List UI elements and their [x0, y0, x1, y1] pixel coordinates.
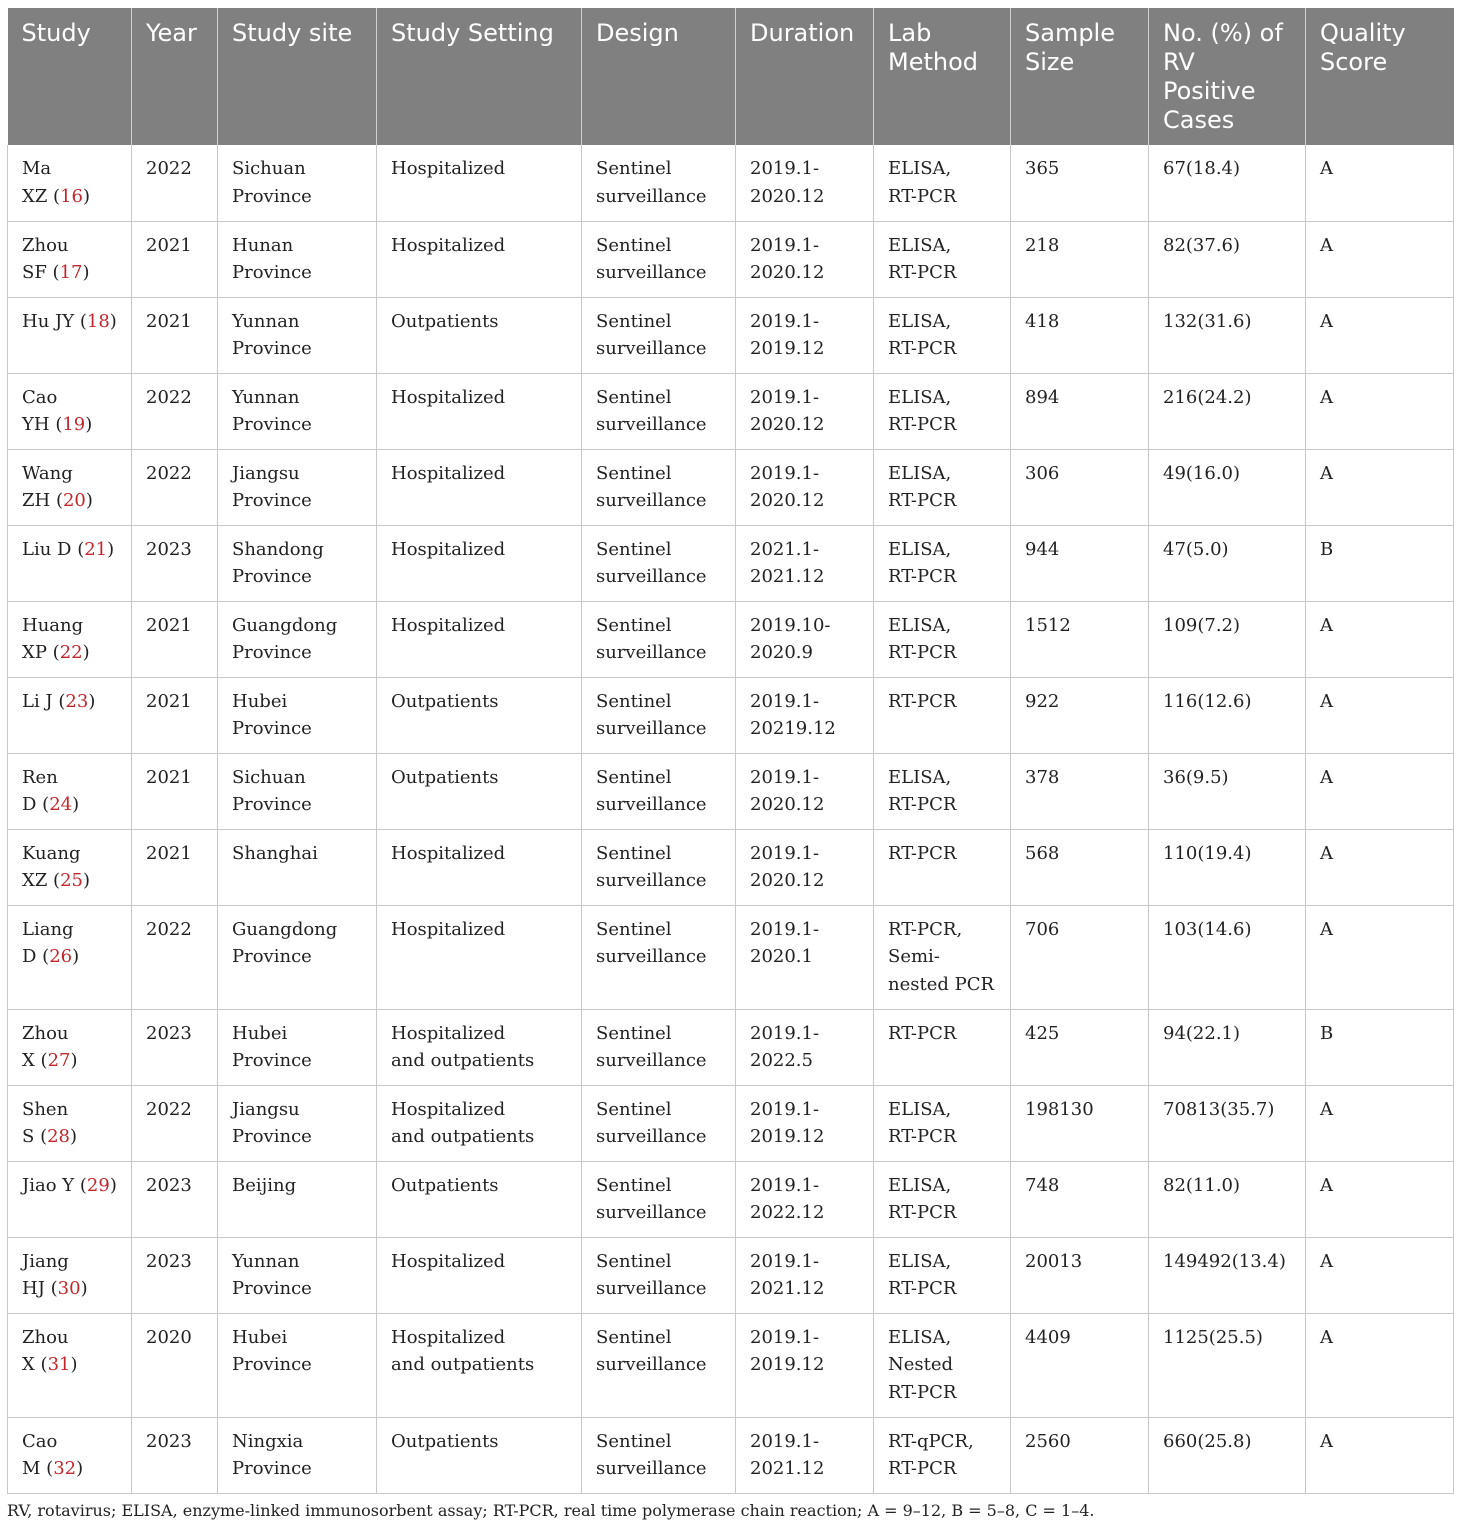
lab-method-cell: RT-qPCR, RT-PCR: [874, 1417, 1011, 1493]
sample-size-cell: 1512: [1011, 601, 1149, 677]
sample-size-cell: 568: [1011, 829, 1149, 905]
study-setting-cell: Outpatients: [377, 677, 582, 753]
positive-cases-cell: 132(31.6): [1149, 297, 1306, 373]
header-study: Study: [8, 8, 132, 145]
year-cell: 2021: [132, 297, 218, 373]
table-row: [8, 297, 1454, 373]
positive-cases-cell: 82(37.6): [1149, 221, 1306, 297]
study-cell: Shen S (28): [8, 1085, 132, 1161]
year-cell: 2021: [132, 221, 218, 297]
header-design: Design: [582, 8, 736, 145]
study-author: Zhou SF: [22, 234, 69, 283]
reference-link[interactable]: 30: [57, 1278, 81, 1299]
design-cell: Sentinel surveillance: [582, 829, 736, 905]
study-cell: Cao YH (19): [8, 373, 132, 449]
positive-cases-cell: 110(19.4): [1149, 829, 1306, 905]
study-site-cell: Yunnan Province: [218, 297, 377, 373]
reference-link[interactable]: 24: [49, 794, 73, 815]
positive-cases-cell: 103(14.6): [1149, 905, 1306, 1009]
year-cell: 2022: [132, 145, 218, 221]
table-row: [8, 677, 1454, 753]
study-author: Kuang XZ: [22, 842, 81, 891]
positive-cases-cell: 82(11.0): [1149, 1161, 1306, 1237]
study-cell: Li J (23): [8, 677, 132, 753]
study-author: Liang D: [22, 918, 74, 967]
year-cell: 2021: [132, 677, 218, 753]
lab-method-cell: ELISA, RT-PCR: [874, 601, 1011, 677]
reference-link[interactable]: 19: [62, 414, 86, 435]
sample-size-cell: 418: [1011, 297, 1149, 373]
reference-link[interactable]: 28: [47, 1126, 70, 1147]
study-site-cell: Beijing: [218, 1161, 377, 1237]
quality-score-cell: B: [1306, 525, 1454, 601]
study-author: Cao M: [22, 1430, 58, 1479]
duration-cell: 2019.1- 2020.12: [736, 221, 874, 297]
study-site-cell: Sichuan Province: [218, 145, 377, 221]
study-cell: Huang XP (22): [8, 601, 132, 677]
study-site-cell: Yunnan Province: [218, 1237, 377, 1313]
lab-method-cell: ELISA, RT-PCR: [874, 525, 1011, 601]
study-setting-cell: Hospitalized: [377, 905, 582, 1009]
quality-score-cell: A: [1306, 449, 1454, 525]
lab-method-cell: ELISA, RT-PCR: [874, 297, 1011, 373]
header-positive-cases: No. (%) of RV Positive Cases: [1149, 8, 1306, 145]
reference-link[interactable]: 31: [47, 1354, 71, 1375]
reference-link[interactable]: 26: [49, 946, 73, 967]
table-row: [8, 525, 1454, 601]
reference-link[interactable]: 18: [86, 310, 110, 332]
year-cell: 2023: [132, 525, 218, 601]
duration-cell: 2019.1- 2022.5: [736, 1009, 874, 1085]
study-setting-cell: Hospitalized and outpatients: [377, 1313, 582, 1417]
quality-score-cell: A: [1306, 1313, 1454, 1417]
study-cell: Jiang HJ (30): [8, 1237, 132, 1313]
header-study-site: Study site: [218, 8, 377, 145]
design-cell: Sentinel surveillance: [582, 1313, 736, 1417]
study-cell: Zhou SF (17): [8, 221, 132, 297]
sample-size-cell: 748: [1011, 1161, 1149, 1237]
positive-cases-cell: 116(12.6): [1149, 677, 1306, 753]
study-site-cell: Sichuan Province: [218, 753, 377, 829]
study-author: Liu D: [22, 538, 72, 560]
sample-size-cell: 706: [1011, 905, 1149, 1009]
lab-method-cell: RT-PCR, Semi- nested PCR: [874, 905, 1011, 1009]
study-author: Wang ZH: [22, 462, 73, 511]
design-cell: Sentinel surveillance: [582, 145, 736, 221]
reference-link[interactable]: 25: [60, 870, 83, 891]
duration-cell: 2019.1- 2020.12: [736, 753, 874, 829]
positive-cases-cell: 109(7.2): [1149, 601, 1306, 677]
study-author: Li J: [22, 690, 53, 712]
lab-method-cell: ELISA, RT-PCR: [874, 145, 1011, 221]
study-cell: Liu D (21): [8, 525, 132, 601]
header-lab-method: Lab Method: [874, 8, 1011, 145]
positive-cases-cell: 1125(25.5): [1149, 1313, 1306, 1417]
year-cell: 2021: [132, 753, 218, 829]
table-row: [8, 1161, 1454, 1237]
duration-cell: 2021.1- 2021.12: [736, 525, 874, 601]
study-author: Shen S: [22, 1098, 69, 1147]
year-cell: 2023: [132, 1417, 218, 1493]
duration-cell: 2019.1- 2022.12: [736, 1161, 874, 1237]
year-cell: 2022: [132, 905, 218, 1009]
study-setting-cell: Outpatients: [377, 297, 582, 373]
quality-score-cell: A: [1306, 1417, 1454, 1493]
table-row: [8, 449, 1454, 525]
reference-link[interactable]: 23: [65, 690, 89, 712]
year-cell: 2022: [132, 373, 218, 449]
positive-cases-cell: 67(18.4): [1149, 145, 1306, 221]
study-author: Jiao Y: [22, 1174, 75, 1196]
study-setting-cell: Hospitalized: [377, 449, 582, 525]
design-cell: Sentinel surveillance: [582, 1237, 736, 1313]
quality-score-cell: A: [1306, 1161, 1454, 1237]
table-container: [7, 8, 1453, 1494]
lab-method-cell: RT-PCR: [874, 1009, 1011, 1085]
duration-cell: 2019.1- 2020.1: [736, 905, 874, 1009]
study-cell: Zhou X (27): [8, 1009, 132, 1085]
study-cell: Zhou X (31): [8, 1313, 132, 1417]
study-site-cell: Guangdong Province: [218, 601, 377, 677]
study-setting-cell: Hospitalized: [377, 221, 582, 297]
duration-cell: 2019.1- 2020.12: [736, 449, 874, 525]
table-row: [8, 829, 1454, 905]
sample-size-cell: 20013: [1011, 1237, 1149, 1313]
positive-cases-cell: 70813(35.7): [1149, 1085, 1306, 1161]
quality-score-cell: A: [1306, 1237, 1454, 1313]
design-cell: Sentinel surveillance: [582, 601, 736, 677]
study-setting-cell: Hospitalized: [377, 601, 582, 677]
positive-cases-cell: 94(22.1): [1149, 1009, 1306, 1085]
sample-size-cell: 425: [1011, 1009, 1149, 1085]
table-row: [8, 1009, 1454, 1085]
quality-score-cell: A: [1306, 145, 1454, 221]
table-body: [8, 145, 1454, 1493]
duration-cell: 2019.1- 2019.12: [736, 297, 874, 373]
study-site-cell: Shandong Province: [218, 525, 377, 601]
table-row: [8, 905, 1454, 1009]
study-setting-cell: Outpatients: [377, 1161, 582, 1237]
design-cell: Sentinel surveillance: [582, 753, 736, 829]
design-cell: Sentinel surveillance: [582, 449, 736, 525]
table-row: [8, 601, 1454, 677]
quality-score-cell: A: [1306, 677, 1454, 753]
design-cell: Sentinel surveillance: [582, 1417, 736, 1493]
study-author: Jiang HJ: [22, 1250, 69, 1299]
positive-cases-cell: 149492(13.4): [1149, 1237, 1306, 1313]
study-cell: Ren D (24): [8, 753, 132, 829]
study-author: Huang XP: [22, 614, 84, 663]
study-setting-cell: Outpatients: [377, 1417, 582, 1493]
study-site-cell: Guangdong Province: [218, 905, 377, 1009]
year-cell: 2021: [132, 829, 218, 905]
quality-score-cell: A: [1306, 1085, 1454, 1161]
duration-cell: 2019.1- 2020.12: [736, 373, 874, 449]
duration-cell: 2019.1- 2019.12: [736, 1085, 874, 1161]
study-author: Ren D: [22, 766, 58, 815]
study-cell: Cao M (32): [8, 1417, 132, 1493]
year-cell: 2023: [132, 1161, 218, 1237]
reference-link[interactable]: 17: [59, 262, 83, 283]
year-cell: 2022: [132, 449, 218, 525]
reference-link[interactable]: 32: [53, 1458, 77, 1479]
table-row: [8, 753, 1454, 829]
lab-method-cell: ELISA, RT-PCR: [874, 221, 1011, 297]
study-cell: Ma XZ (16): [8, 145, 132, 221]
header-sample-size: Sample Size: [1011, 8, 1149, 145]
table-row: [8, 1417, 1454, 1493]
study-site-cell: Hubei Province: [218, 1009, 377, 1085]
reference-link[interactable]: 29: [86, 1174, 110, 1196]
study-cell: Liang D (26): [8, 905, 132, 1009]
study-setting-cell: Hospitalized: [377, 829, 582, 905]
header-study-setting: Study Setting: [377, 8, 582, 145]
study-author: Zhou X: [22, 1022, 69, 1071]
year-cell: 2023: [132, 1009, 218, 1085]
reference-link[interactable]: 21: [84, 538, 108, 560]
table-row: [8, 145, 1454, 221]
header-duration: Duration: [736, 8, 874, 145]
lab-method-cell: ELISA, RT-PCR: [874, 1085, 1011, 1161]
duration-cell: 2019.1- 2021.12: [736, 1417, 874, 1493]
table-footnote: RV, rotavirus; ELISA, enzyme-linked immunosorbent assay; RT-PCR, real time polymerase chain reaction; A = 9–12, B = 5–8, C = 1–4.: [7, 1501, 1095, 1520]
study-author: Hu JY: [22, 310, 75, 332]
table-row: [8, 373, 1454, 449]
study-site-cell: Ningxia Province: [218, 1417, 377, 1493]
study-setting-cell: Hospitalized and outpatients: [377, 1085, 582, 1161]
year-cell: 2020: [132, 1313, 218, 1417]
duration-cell: 2019.1- 2019.12: [736, 1313, 874, 1417]
sample-size-cell: 944: [1011, 525, 1149, 601]
sample-size-cell: 218: [1011, 221, 1149, 297]
table-row: [8, 221, 1454, 297]
study-site-cell: Jiangsu Province: [218, 449, 377, 525]
design-cell: Sentinel surveillance: [582, 297, 736, 373]
quality-score-cell: A: [1306, 373, 1454, 449]
positive-cases-cell: 47(5.0): [1149, 525, 1306, 601]
study-cell: Hu JY (18): [8, 297, 132, 373]
study-setting-cell: Hospitalized: [377, 145, 582, 221]
study-site-cell: Yunnan Province: [218, 373, 377, 449]
study-characteristics-table: [7, 8, 1454, 1494]
design-cell: Sentinel surveillance: [582, 373, 736, 449]
study-setting-cell: Outpatients: [377, 753, 582, 829]
sample-size-cell: 198130: [1011, 1085, 1149, 1161]
table-row: [8, 1237, 1454, 1313]
table-header: [8, 8, 1454, 145]
sample-size-cell: 2560: [1011, 1417, 1149, 1493]
study-cell: Wang ZH (20): [8, 449, 132, 525]
study-cell: Kuang XZ (25): [8, 829, 132, 905]
positive-cases-cell: 216(24.2): [1149, 373, 1306, 449]
duration-cell: 2019.1- 20219.12: [736, 677, 874, 753]
sample-size-cell: 894: [1011, 373, 1149, 449]
lab-method-cell: ELISA, Nested RT-PCR: [874, 1313, 1011, 1417]
positive-cases-cell: 660(25.8): [1149, 1417, 1306, 1493]
quality-score-cell: A: [1306, 297, 1454, 373]
design-cell: Sentinel surveillance: [582, 221, 736, 297]
reference-link[interactable]: 16: [60, 185, 83, 207]
header-year: Year: [132, 8, 218, 145]
study-setting-cell: Hospitalized: [377, 373, 582, 449]
quality-score-cell: A: [1306, 905, 1454, 1009]
study-setting-cell: Hospitalized and outpatients: [377, 1009, 582, 1085]
study-site-cell: Hunan Province: [218, 221, 377, 297]
year-cell: 2022: [132, 1085, 218, 1161]
lab-method-cell: ELISA, RT-PCR: [874, 1161, 1011, 1237]
study-setting-cell: Hospitalized: [377, 525, 582, 601]
lab-method-cell: ELISA, RT-PCR: [874, 1237, 1011, 1313]
sample-size-cell: 365: [1011, 145, 1149, 221]
lab-method-cell: ELISA, RT-PCR: [874, 373, 1011, 449]
lab-method-cell: ELISA, RT-PCR: [874, 449, 1011, 525]
sample-size-cell: 922: [1011, 677, 1149, 753]
study-site-cell: Jiangsu Province: [218, 1085, 377, 1161]
reference-link[interactable]: 20: [62, 490, 86, 511]
positive-cases-cell: 36(9.5): [1149, 753, 1306, 829]
lab-method-cell: RT-PCR: [874, 677, 1011, 753]
design-cell: Sentinel surveillance: [582, 905, 736, 1009]
study-author: Zhou X: [22, 1326, 69, 1375]
sample-size-cell: 378: [1011, 753, 1149, 829]
year-cell: 2021: [132, 601, 218, 677]
study-cell: Jiao Y (29): [8, 1161, 132, 1237]
year-cell: 2023: [132, 1237, 218, 1313]
table-row: [8, 1085, 1454, 1161]
study-author: Ma XZ: [22, 158, 52, 207]
study-site-cell: Shanghai: [218, 829, 377, 905]
design-cell: Sentinel surveillance: [582, 1085, 736, 1161]
duration-cell: 2019.1- 2020.12: [736, 145, 874, 221]
sample-size-cell: 306: [1011, 449, 1149, 525]
quality-score-cell: A: [1306, 753, 1454, 829]
design-cell: Sentinel surveillance: [582, 677, 736, 753]
design-cell: Sentinel surveillance: [582, 525, 736, 601]
reference-link[interactable]: 22: [59, 642, 83, 663]
study-site-cell: Hubei Province: [218, 1313, 377, 1417]
duration-cell: 2019.1- 2021.12: [736, 1237, 874, 1313]
lab-method-cell: RT-PCR: [874, 829, 1011, 905]
duration-cell: 2019.1- 2020.12: [736, 829, 874, 905]
header-quality-score: Quality Score: [1306, 8, 1454, 145]
study-setting-cell: Hospitalized: [377, 1237, 582, 1313]
design-cell: Sentinel surveillance: [582, 1009, 736, 1085]
design-cell: Sentinel surveillance: [582, 1161, 736, 1237]
sample-size-cell: 4409: [1011, 1313, 1149, 1417]
study-author: Cao YH: [22, 386, 58, 435]
positive-cases-cell: 49(16.0): [1149, 449, 1306, 525]
quality-score-cell: A: [1306, 221, 1454, 297]
study-site-cell: Hubei Province: [218, 677, 377, 753]
quality-score-cell: A: [1306, 829, 1454, 905]
lab-method-cell: ELISA, RT-PCR: [874, 753, 1011, 829]
table-row: [8, 1313, 1454, 1417]
duration-cell: 2019.10- 2020.9: [736, 601, 874, 677]
quality-score-cell: B: [1306, 1009, 1454, 1085]
reference-link[interactable]: 27: [47, 1050, 71, 1071]
quality-score-cell: A: [1306, 601, 1454, 677]
